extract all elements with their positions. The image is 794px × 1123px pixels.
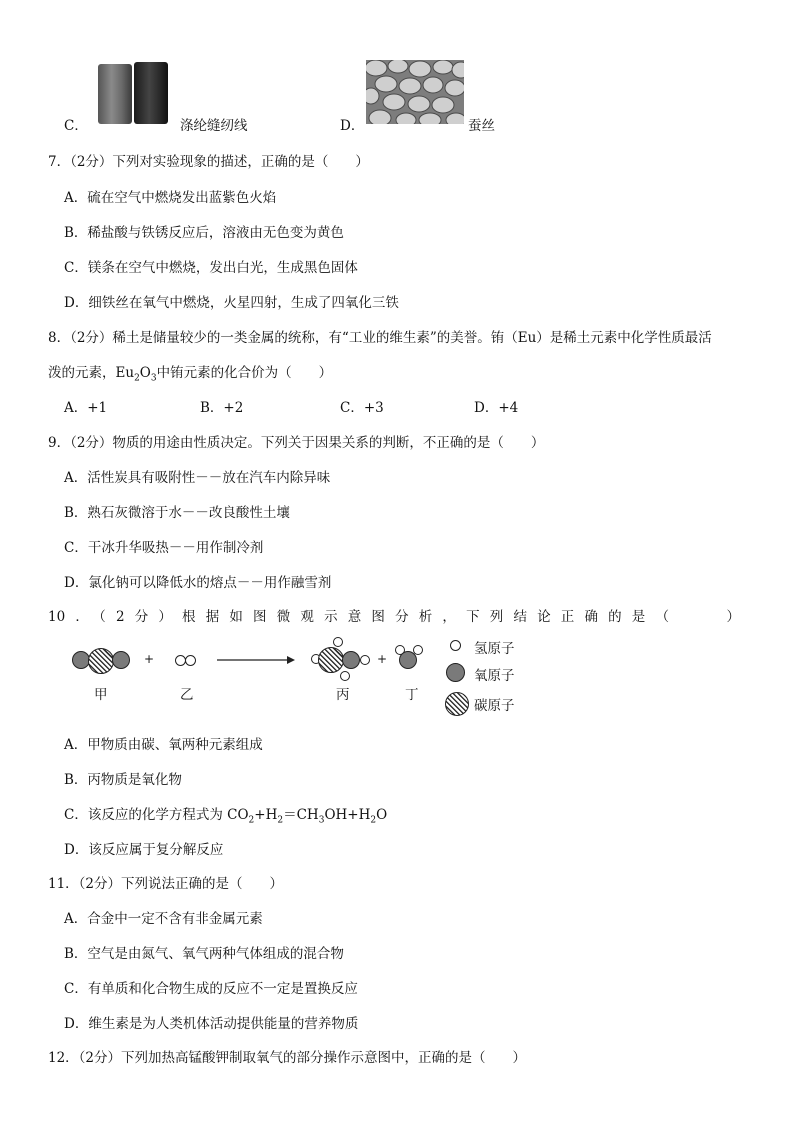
option-b: B．+2 (200, 400, 244, 416)
question-stem: 11．（2分）下列说法正确的是（ ） (48, 876, 284, 892)
reaction-arrow (217, 654, 295, 666)
option-a: A．硫在空气中燃烧发出蓝紫色火焰 (64, 190, 277, 206)
option-c: C．干冰升华吸热－－用作制冷剂 (64, 540, 264, 556)
hydrogen-atom-legend-icon (450, 640, 461, 651)
option-c: C．+3 (340, 400, 384, 416)
silkworm-cocoons-photo (366, 60, 464, 124)
hydrogen-atom (340, 671, 350, 681)
question-stem: 7．（2分）下列对实验现象的描述，正确的是（ ） (48, 154, 369, 170)
oxygen-atom (342, 651, 360, 669)
option-c: C．镁条在空气中燃烧，发出白光，生成黑色固体 (64, 260, 358, 276)
option-c: C．该反应的化学方程式为 $CO_2+H_2=CH_3OH+H_2O$ (64, 807, 388, 826)
label-bing: 丙 (336, 687, 350, 703)
hydrogen-atom (333, 637, 343, 647)
option-a: A．甲物质由碳、氧两种元素组成 (64, 737, 263, 753)
option-d: D．+4 (474, 400, 519, 416)
option-a: A．合金中一定不含有非金属元素 (64, 911, 263, 927)
option-c-text: 涤纶缝纫线 (180, 118, 248, 134)
option-c: C．有单质和化合物生成的反应不一定是置换反应 (64, 981, 358, 997)
option-c-label: C． (64, 118, 88, 134)
option-d: D．维生素是为人类机体活动提供能量的营养物质 (64, 1016, 359, 1032)
oxygen-atom-legend-icon (446, 663, 465, 682)
thread-spools-photo (92, 60, 174, 126)
question-stem-line-2: 泼的元素，$Eu_2O_3$中铕元素的化合价为（ ） (48, 365, 333, 384)
label-jia: 甲 (94, 687, 108, 703)
hydrogen-atom (185, 655, 196, 666)
plus-sign: + (144, 652, 155, 666)
option-d-label: D． (340, 118, 365, 134)
hydrogen-atom (360, 655, 370, 665)
label-ding: 丁 (405, 687, 419, 703)
option-b: B．空气是由氮气、氧气两种气体组成的混合物 (64, 946, 344, 962)
question-stem: 12．（2分）下列加热高锰酸钾制取氧气的部分操作示意图中，正确的是（ ） (48, 1050, 527, 1066)
legend-oxygen: 氧原子 (474, 668, 515, 684)
plus-sign: + (377, 652, 388, 666)
option-d: D．氯化钠可以降低水的熔点－－用作融雪剂 (64, 575, 332, 591)
question-stem-line-1: 8．（2分）稀土是储量较少的一类金属的统称，有“工业的维生素”的美誉。铕（Eu）是稀土元素中化学性质最活 (48, 330, 712, 346)
legend-hydrogen: 氢原子 (474, 641, 515, 657)
question-stem: 10．（2分）根据如图微观示意图分析，下列结论正确的是（ ） (48, 609, 740, 625)
carbon-atom-legend-icon (445, 692, 469, 716)
question-stem: 9．（2分）物质的用途由性质决定。下列关于因果关系的判断，不正确的是（ ） (48, 435, 545, 451)
carbon-atom (318, 647, 344, 673)
option-b: B．丙物质是氧化物 (64, 772, 182, 788)
option-d: D．该反应属于复分解反应 (64, 842, 224, 858)
option-a: A．+1 (64, 400, 108, 416)
carbon-atom (88, 648, 114, 674)
option-b: B．稀盐酸与铁锈反应后，溶液由无色变为黄色 (64, 225, 344, 241)
option-b: B．熟石灰微溶于水－－改良酸性土壤 (64, 505, 290, 521)
option-a: A．活性炭具有吸附性－－放在汽车内除异味 (64, 470, 331, 486)
oxygen-atom (399, 651, 417, 669)
oxygen-atom (112, 651, 130, 669)
legend-carbon: 碳原子 (474, 698, 515, 714)
label-yi: 乙 (180, 687, 194, 703)
option-d: D．细铁丝在氧气中燃烧，火星四射，生成了四氧化三铁 (64, 295, 399, 311)
option-d-text: 蚕丝 (468, 118, 495, 134)
